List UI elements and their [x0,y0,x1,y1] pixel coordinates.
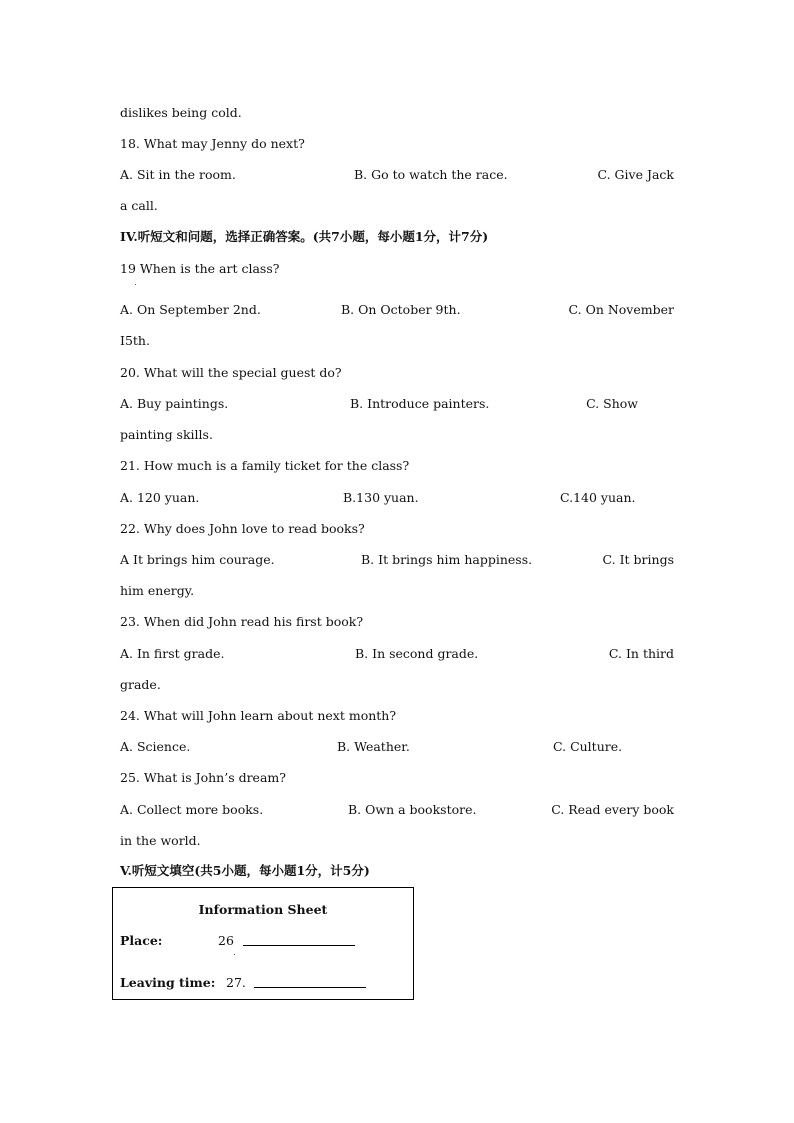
option-24b: B. Weather. [337,739,410,754]
sheet-title: Information Sheet [198,902,328,917]
place-label: Place: [120,933,163,948]
option-23b: B. In second grade. [355,646,479,661]
options-23 [120,646,674,662]
blank-26[interactable] [243,945,355,946]
blank-26-number: 26 [218,933,234,948]
option-19c: C. On November [568,302,674,317]
options-22 [120,552,674,568]
option-23c-cont: grade. [120,677,161,692]
option-20b: B. Introduce painters. [350,396,490,411]
option-22b: B. It brings him happiness. [361,552,533,567]
option-18c: C. Give Jack [597,167,674,182]
option-21b: B.130 yuan. [343,490,419,505]
option-20a: A. Buy paintings. [120,396,229,411]
options-18 [120,167,674,183]
option-24c: C. Culture. [553,739,623,754]
question-18: 18. What may Jenny do next? [120,136,305,151]
information-sheet [112,887,414,1000]
option-21a: A. 120 yuan. [120,490,200,505]
question-20: 20. What will the special guest do? [120,365,342,380]
speck-mark [135,284,136,285]
option-18a: A. Sit in the room. [120,167,236,182]
question-25: 25. What is John’s dream? [120,770,286,785]
option-25a: A. Collect more books. [120,802,264,817]
option-20c-cont: painting skills. [120,427,213,442]
option-18c-cont: a call. [120,198,158,213]
option-22c: C. It brings [602,552,674,567]
option-23a: A. In first grade. [120,646,225,661]
option-22a: A It brings him courage. [120,552,275,567]
option-18b: B. Go to watch the race. [354,167,508,182]
section-4-heading: IV.听短文和问题，选择正确答案。(共7小题，每小题1分，计7分) [120,229,489,244]
question-19: 19 When is the art class? [120,261,280,276]
option-23c: C. In third [608,646,674,661]
question-21: 21. How much is a family ticket for the class? [120,458,410,473]
option-24a: A. Science. [120,739,191,754]
option-19c-cont: I5th. [120,333,150,348]
section-5-heading: V.听短文填空(共5小题，每小题1分，计5分) [120,863,370,878]
blank-27-number: 27. [226,975,246,990]
question-22: 22. Why does John love to read books? [120,521,365,536]
option-19a: A. On September 2nd. [120,302,261,317]
speck-mark [234,954,235,955]
options-21 [120,490,674,506]
blank-27[interactable] [254,987,366,988]
options-19 [120,302,674,318]
continuation-text: dislikes being cold. [120,105,242,120]
option-25b: B. Own a bookstore. [348,802,477,817]
option-19b: B. On October 9th. [341,302,461,317]
option-25c-cont: in the world. [120,833,201,848]
question-24: 24. What will John learn about next month? [120,708,397,723]
options-20 [120,396,674,412]
options-25 [120,802,674,818]
option-25c: C. Read every book [551,802,674,817]
leaving-time-label: Leaving time: [120,975,216,990]
option-22c-cont: him energy. [120,583,195,598]
option-20c: C. Show [586,396,638,411]
question-23: 23. When did John read his first book? [120,614,364,629]
options-24 [120,739,674,755]
option-21c: C.140 yuan. [560,490,636,505]
